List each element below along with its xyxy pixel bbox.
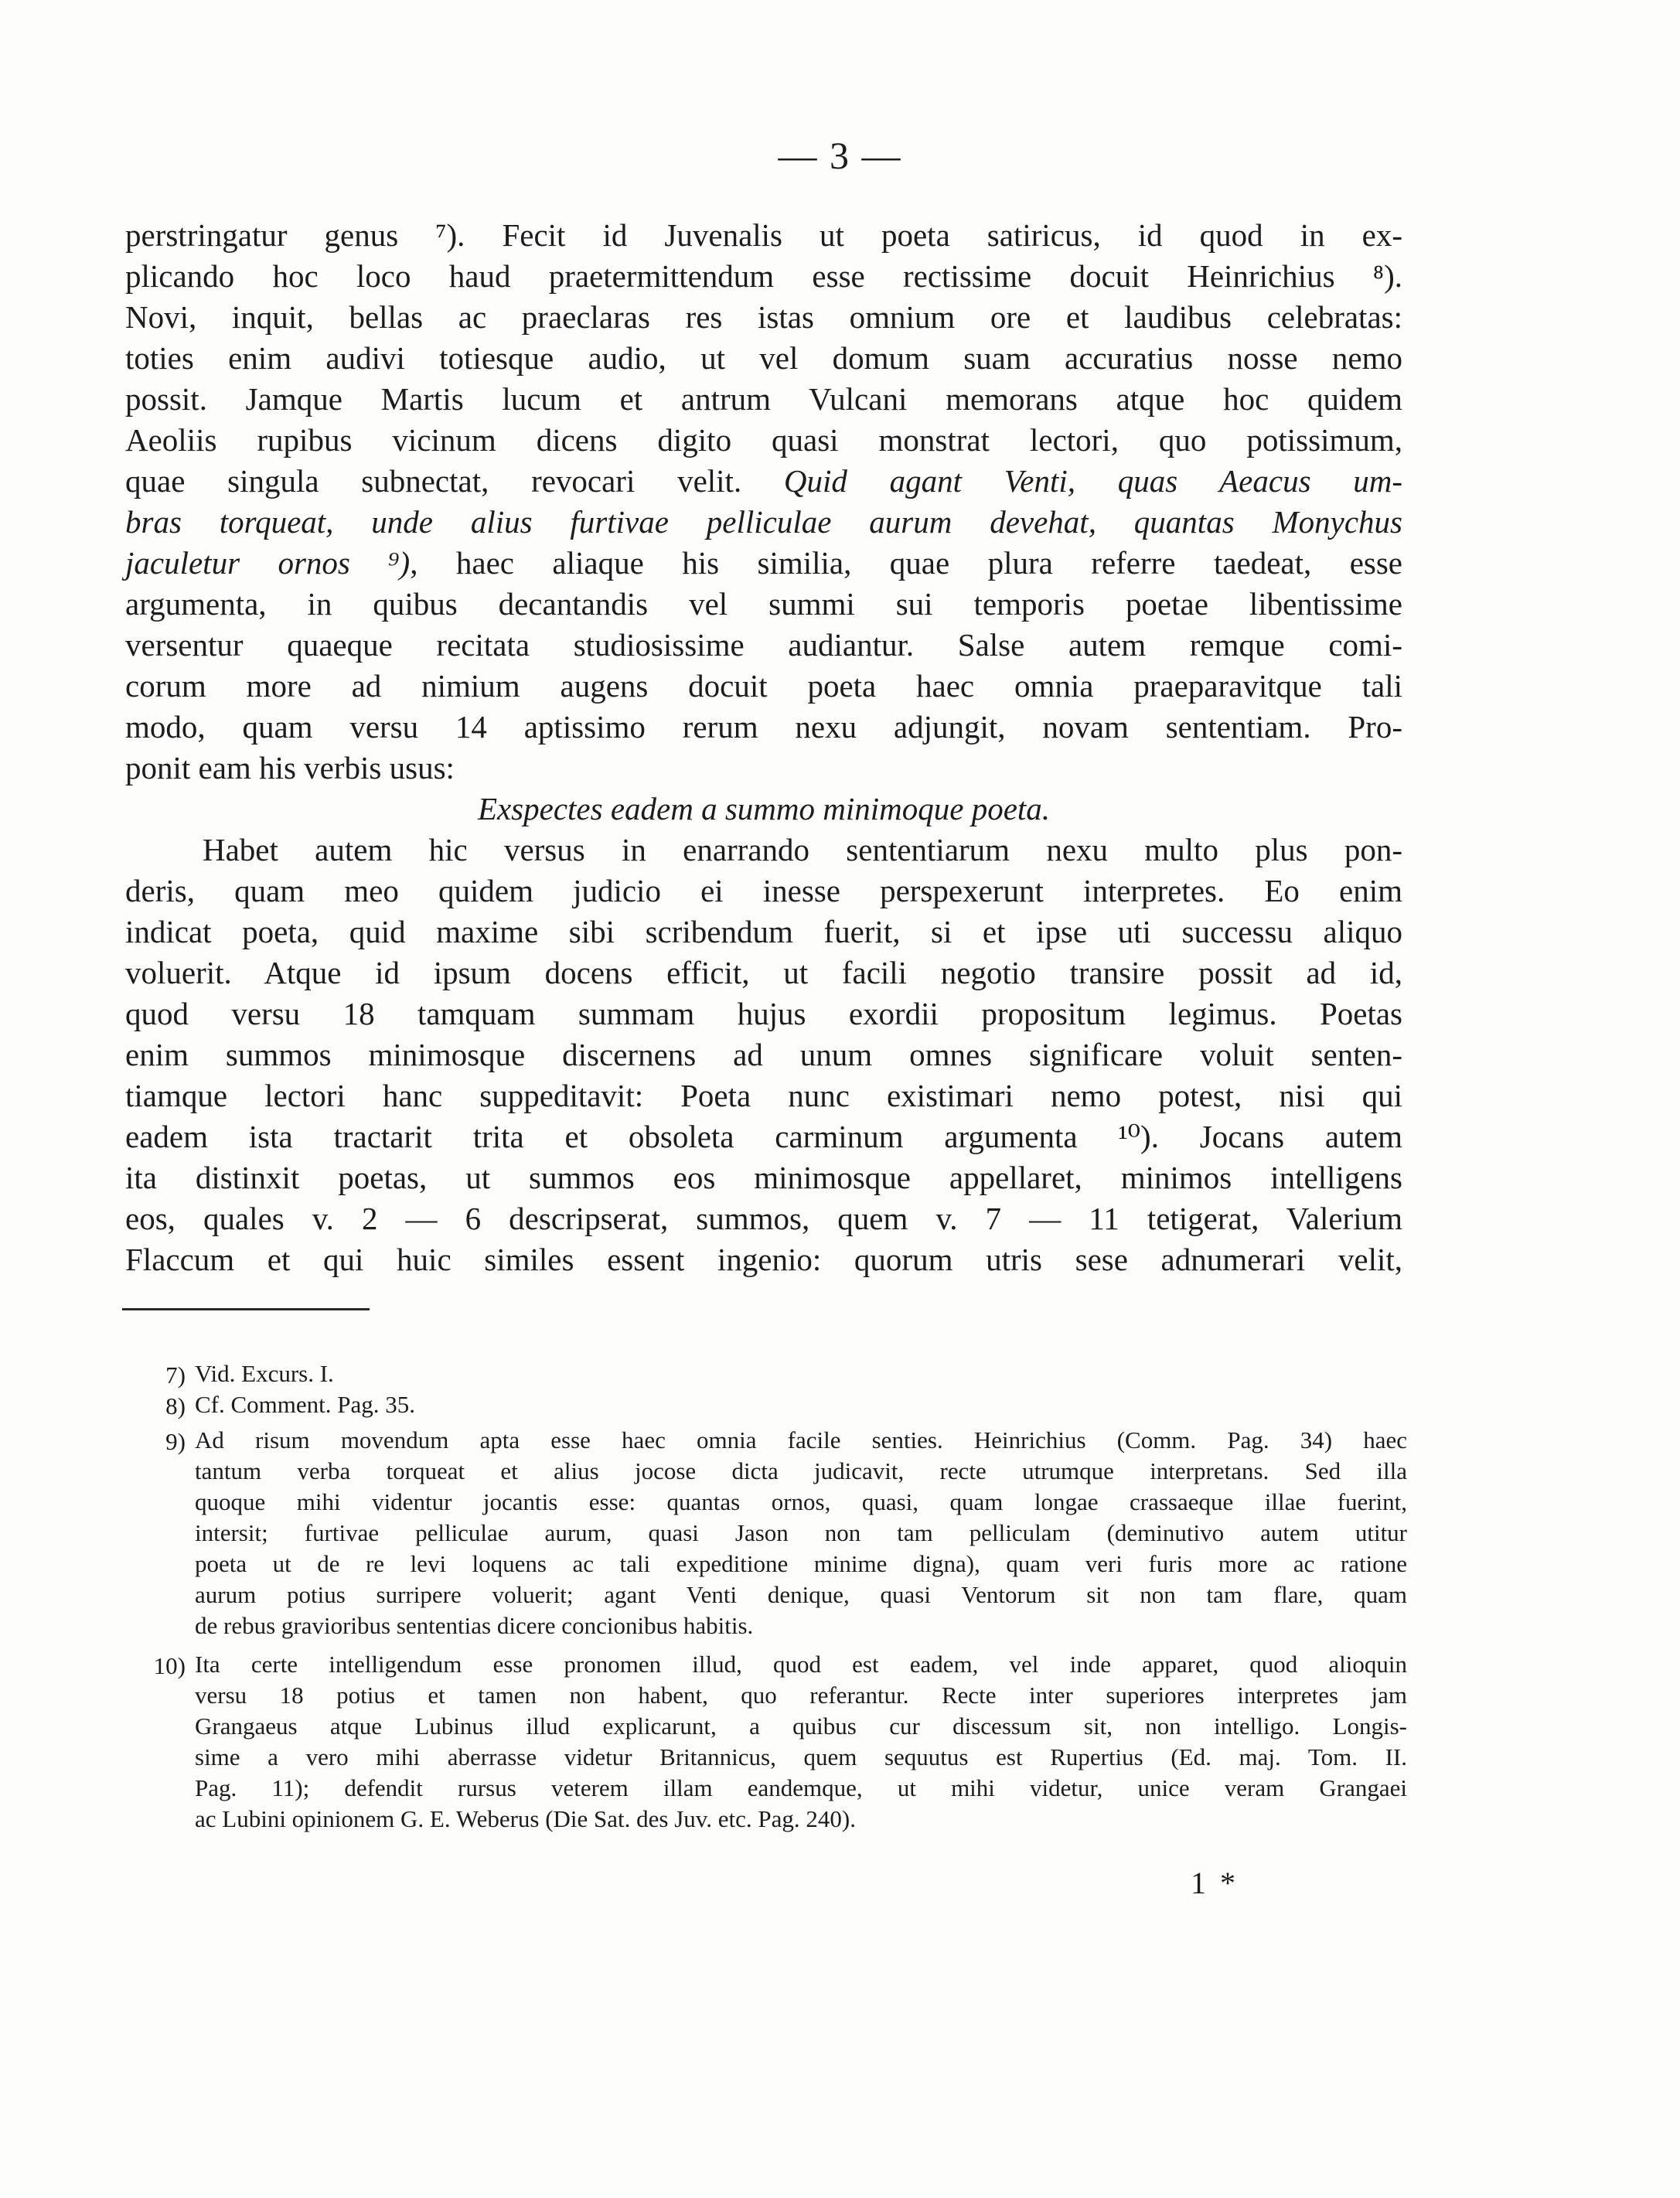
quotation-segment: Quid agant Venti, quas Aeacus um- (783, 463, 1403, 499)
text-line: plicando hoc loco haud praetermittendum esse rectissime docuit Heinrichius ⁸). (125, 258, 1402, 294)
text-line: indicat poeta, quid maxime sibi scribendum fuerit, si et ipse uti successu aliquo (125, 914, 1402, 949)
footnote-number: 10) (153, 1652, 186, 1679)
footnote-7 (139, 1358, 1407, 1389)
signature-mark: 1 * (1191, 1866, 1239, 1900)
footnote-line: aurum potius surripere voluerit; agant Venti denique, quasi Ventorum sit non tam flare, quam (195, 1581, 1407, 1608)
text-line: Aeoliis rupibus vicinum dicens digito quasi monstrat lectori, quo potissimum, (125, 422, 1402, 458)
text-line: versentur quaeque recitata studiosissime audiantur. Salse autem remque comi- (125, 627, 1402, 663)
footnote-number: 7) (165, 1361, 186, 1389)
text-line: eos, quales v. 2 — 6 descripserat, summos, quem v. 7 — 11 tetigerat, Valerium (125, 1201, 1402, 1236)
quotation-line: bras torqueat, unde alius furtivae pelliculae aurum devehat, quantas Monychus (125, 504, 1402, 540)
quotation-segment: jaculetur ornos ⁹) (125, 545, 411, 581)
text-line: voluerit. Atque id ipsum docens efficit, ut facili negotio transire possit ad id, (125, 955, 1402, 990)
footnote-10 (139, 1649, 1407, 1835)
text-line: toties enim audivi totiesque audio, ut vel domum suam accuratius nosse nemo (125, 340, 1402, 376)
footnote-line: sime a vero mihi aberrasse videtur Britannicus, quem sequutus est Rupertius (Ed. maj. Tom. II. (195, 1743, 1407, 1770)
text-line: eadem ista tractarit trita et obsoleta carminum argumenta ¹⁰). Jocans autem (125, 1119, 1402, 1154)
footnote-8 (139, 1389, 1407, 1420)
text-line: Novi, inquit, bellas ac praeclaras res istas omnium ore et laudibus celebratas: (125, 299, 1402, 335)
footnote-line: quoque mihi videntur jocantis esse: quantas ornos, quasi, quam longae crassaeque illae fuerint, (195, 1488, 1407, 1515)
footnote-number: 9) (165, 1428, 186, 1455)
footnote-line: Grangaeus atque Lubinus illud explicarunt, a quibus cur discessum sit, non intelligo. Longis- (195, 1712, 1407, 1740)
text-line (125, 543, 1402, 584)
footnote-line: de rebus gravioribus sententias dicere concionibus habitis. (195, 1612, 754, 1639)
footnote-line: Cf. Comment. Pag. 35. (195, 1391, 416, 1418)
footnote-line: Ita certe intelligendum esse pronomen illud, quod est eadem, vel inde apparet, quod alioquin (195, 1651, 1407, 1678)
text-line: ita distinxit poetas, ut summos eos minimosque appellaret, minimos intelligens (125, 1160, 1402, 1195)
footnote-line: Vid. Excurs. I. (195, 1360, 334, 1387)
text-line: modo, quam versu 14 aptissimo rerum nexu adjungit, novam sententiam. Pro- (125, 709, 1402, 745)
footnote-line: poeta ut de re levi loquens ac tali expeditione minime digna), quam veri furis more ac ratione (195, 1550, 1407, 1577)
page-number: — 3 — (778, 134, 902, 177)
text-line: possit. Jamque Martis lucum et antrum Vulcani memorans atque hoc quidem (125, 381, 1402, 417)
text-line: deris, quam meo quidem judicio ei inesse perspexerunt interpretes. Eo enim (125, 873, 1402, 908)
main-text (125, 215, 1402, 1280)
quoted-verse: Exspectes eadem a summo minimoque poeta. (477, 791, 1051, 826)
text-line: argumenta, in quibus decantandis vel summi sui temporis poetae libentissime (125, 586, 1402, 622)
text-line (125, 461, 1402, 502)
text-line: tiamque lectori hanc suppeditavit: Poeta nunc existimari nemo potest, nisi qui (125, 1078, 1402, 1113)
footnote-line: tantum verba torqueat et alius jocose dicta judicavit, recte utrumque interpretans. Sed illa (195, 1457, 1407, 1484)
footnote-line: Ad risum movendum apta esse haec omnia facile senties. Heinrichius (Comm. Pag. 34) haec (195, 1426, 1407, 1453)
footnotes (139, 1358, 1407, 1835)
text-line: perstringatur genus ⁷). Fecit id Juvenalis ut poeta satiricus, id quod in ex- (125, 217, 1402, 253)
text-segment: , haec aliaque his similia, quae plura referre taedeat, esse (410, 545, 1403, 581)
text-line: quod versu 18 tamquam summam hujus exordii propositum legimus. Poetas (125, 996, 1402, 1031)
text-line: Habet autem hic versus in enarrando sententiarum nexu multo plus pon- (203, 832, 1402, 867)
footnote-9 (139, 1425, 1407, 1641)
footnote-divider (122, 1308, 370, 1310)
footnote-line: ac Lubini opinionem G. E. Weberus (Die Sat. des Juv. etc. Pag. 240). (195, 1805, 856, 1832)
text-line: Flaccum et qui huic similes essent ingenio: quorum utris sese adnumerari velit, (125, 1242, 1402, 1277)
text-segment: quae singula subnectat, revocari velit. (125, 463, 742, 499)
text-line: ponit eam his verbis usus: (125, 750, 455, 785)
footnote-number: 8) (165, 1392, 186, 1419)
text-line: enim summos minimosque discernens ad unum omnes significare voluit senten- (125, 1037, 1402, 1072)
footnote-line: Pag. 11); defendit rursus veterem illam eandemque, ut mihi videtur, unice veram Grangaei (195, 1774, 1407, 1801)
footnote-line: versu 18 potius et tamen non habent, quo referantur. Recte inter superiores interpretes jam (195, 1682, 1407, 1709)
text-line: corum more ad nimium augens docuit poeta haec omnia praeparavitque tali (125, 668, 1402, 704)
footnote-line: intersit; furtivae pelliculae aurum, quasi Jason non tam pelliculam (deminutivo autem utitur (195, 1519, 1407, 1546)
